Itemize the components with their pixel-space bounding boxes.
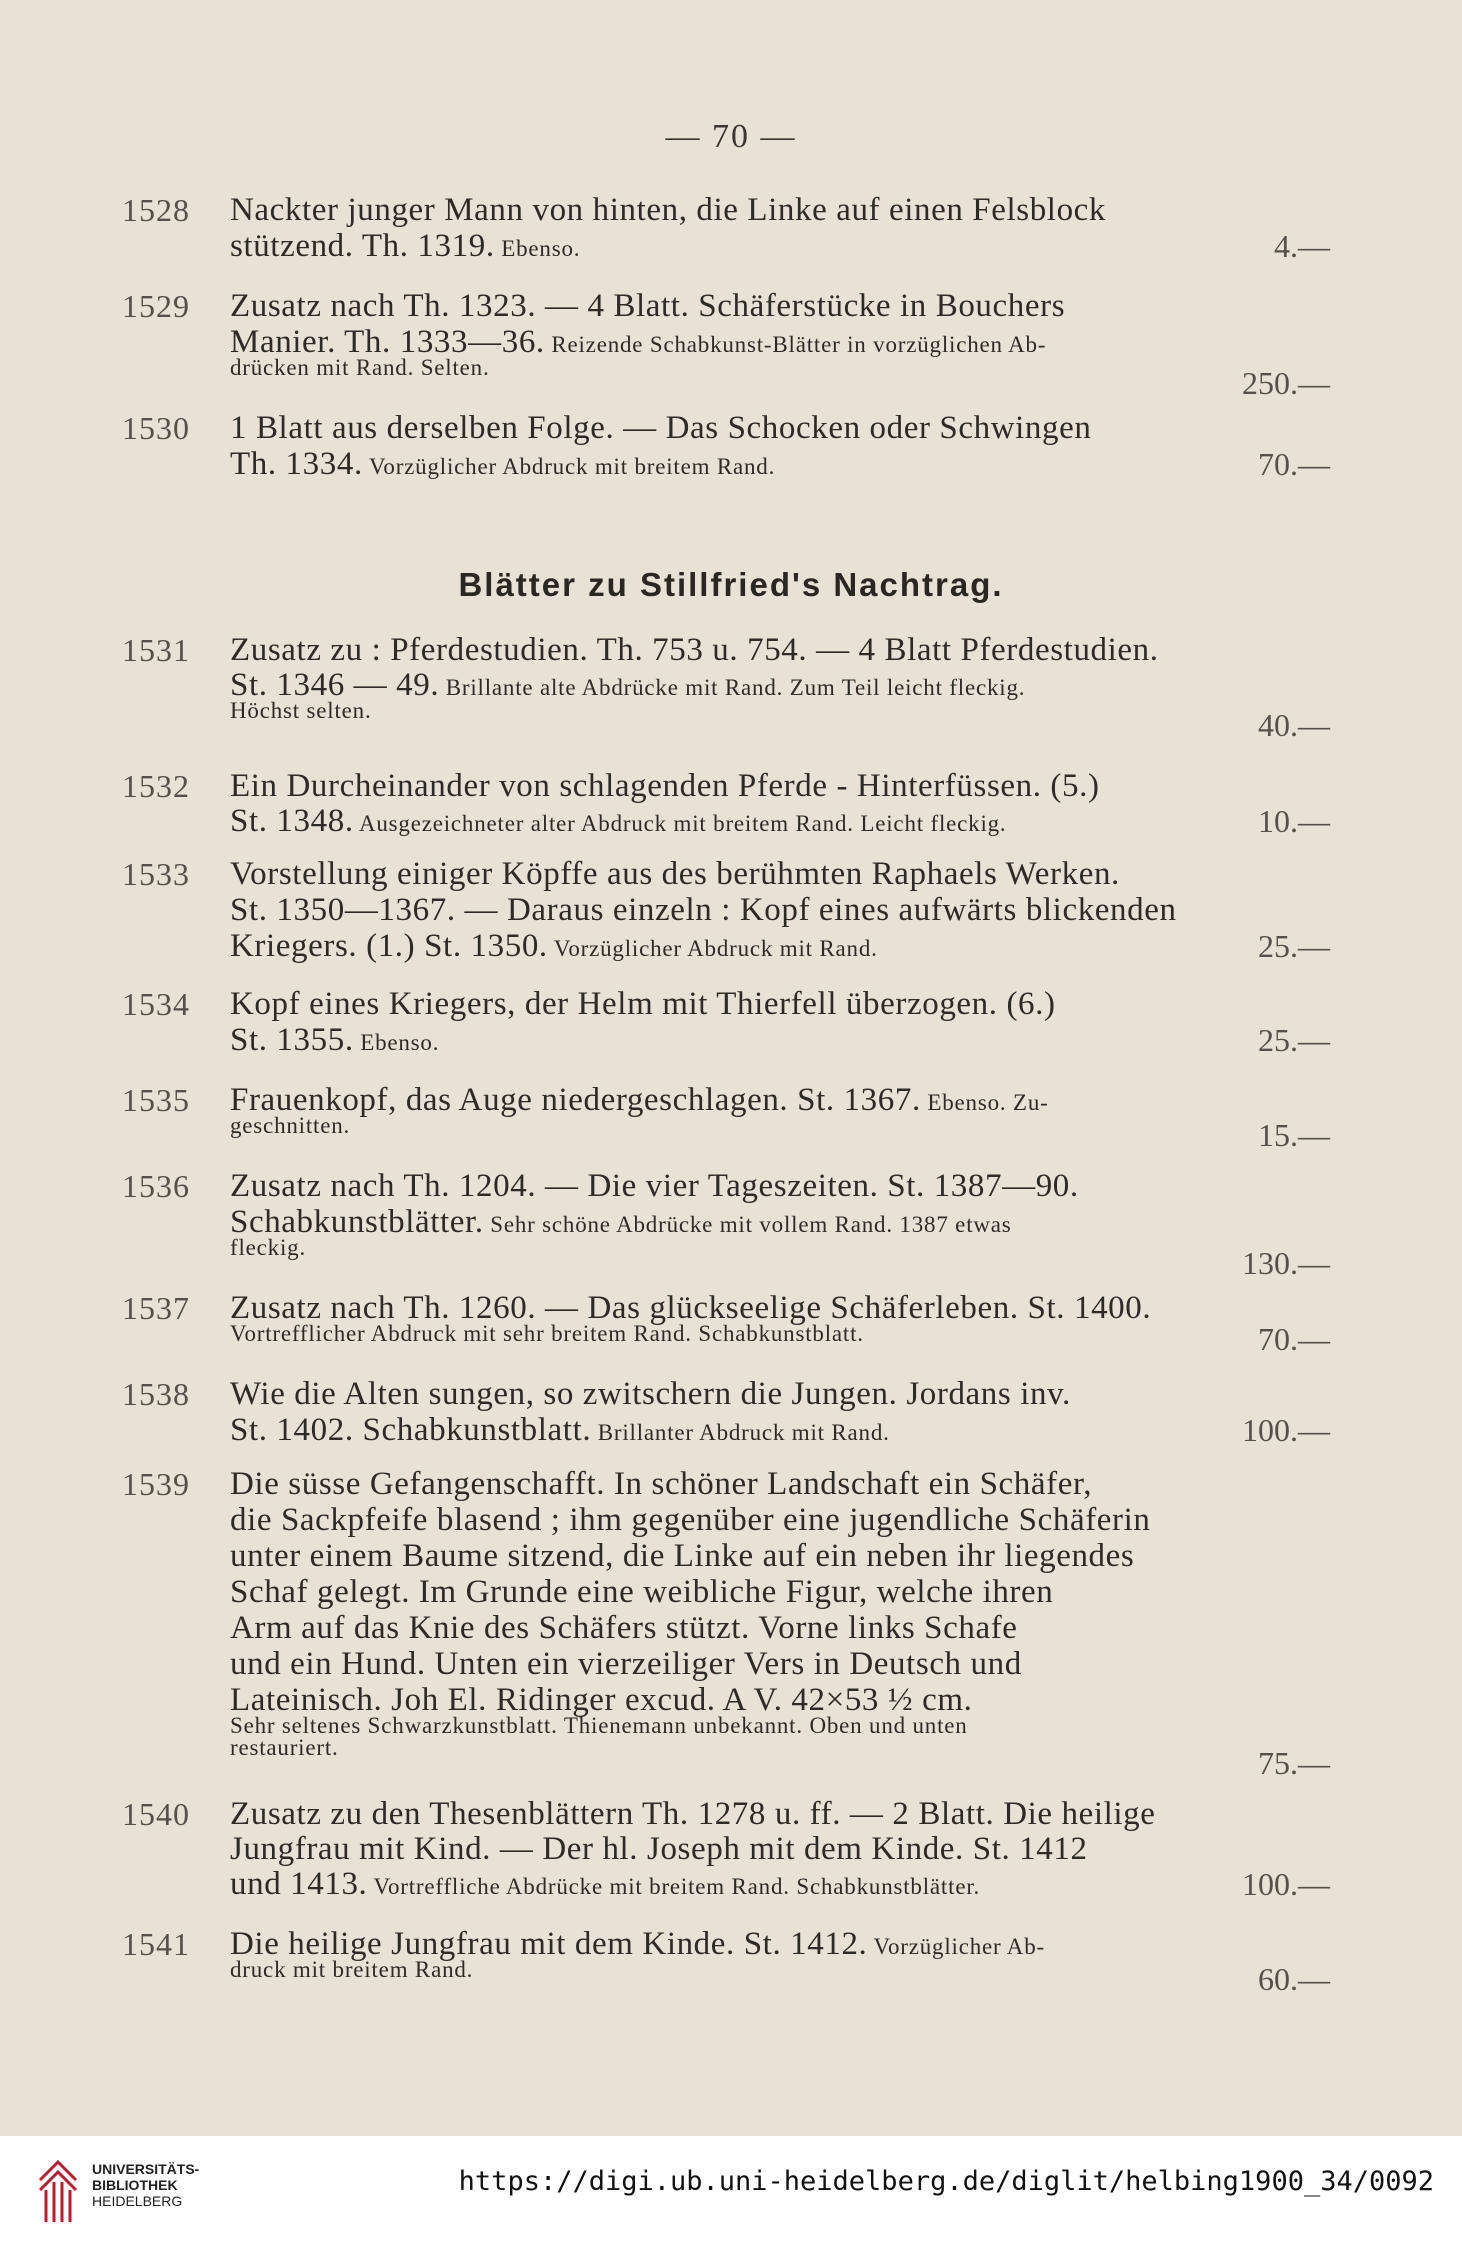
entry-note: Vorzüglicher Abdruck mit Rand. — [547, 936, 878, 961]
entry-text: stützend. Th. 1319. — [230, 228, 495, 264]
library-logo-text — [92, 2161, 199, 2209]
lot-number: 1539 — [122, 1466, 190, 1502]
lot-number: 1530 — [122, 410, 190, 446]
entry-text: Zusatz zu : Pferdestudien. Th. 753 u. 754. — 4 Blatt Pferdestudien. — [230, 632, 1159, 668]
entry-line — [230, 1866, 1200, 1905]
entry-line — [230, 1376, 1200, 1412]
entry-note: druck mit breitem Rand. — [230, 1957, 474, 1982]
entry-text: Schaf gelegt. Im Grunde eine weibliche Figur, welche ihren — [230, 1574, 1054, 1610]
entry-text: und ein Hund. Unten ein vierzeiliger Vers in Deutsch und — [230, 1646, 1022, 1682]
lot-number: 1529 — [122, 288, 190, 324]
lot-number: 1537 — [122, 1290, 190, 1326]
entry-line — [230, 768, 1200, 804]
entry-note: Reizende Schabkunst-Blätter in vorzüglichen Ab- — [544, 332, 1047, 357]
entry-note: Vortrefflicher Abdruck mit sehr breitem Rand. Schabkunstblatt. — [230, 1321, 864, 1346]
entry-text: St. 1348. — [230, 803, 354, 839]
lot-price: 75.— — [1258, 1745, 1330, 1781]
entry-note: Vorzüglicher Ab- — [867, 1934, 1045, 1959]
entry-text: Manier. Th. 1333—36. — [230, 324, 545, 360]
entry-text: Schabkunstblätter. — [230, 1204, 484, 1240]
entry-line — [230, 1227, 1200, 1266]
entry-line — [230, 1796, 1200, 1832]
entry-line — [230, 1831, 1200, 1867]
entry-text: St. 1402. Schabkunstblatt. — [230, 1412, 592, 1448]
section-title: Blätter zu Stillfried's Nachtrag. — [458, 566, 1004, 603]
entry-text: Die süsse Gefangenschafft. In schöner Landschaft ein Schäfer, — [230, 1466, 1093, 1502]
logo-line-3: HEIDELBERG — [92, 2193, 183, 2209]
entry-text: die Sackpfeife blasend ; ihm gegenüber eine jugendliche Schäferin — [230, 1502, 1151, 1538]
entry-text: Zusatz zu den Thesenblättern Th. 1278 u. ff. — 2 Blatt. Die heilige — [230, 1796, 1156, 1832]
entry-line — [230, 690, 1200, 729]
lot-price: 25.— — [1258, 1022, 1330, 1058]
entry-line — [230, 1949, 1200, 1988]
lot-price: 25.— — [1258, 928, 1330, 964]
lot-number: 1531 — [122, 632, 190, 668]
lot-price: 70.— — [1258, 446, 1330, 482]
entry-line — [230, 1538, 1200, 1574]
entry-line — [230, 1727, 1200, 1766]
entry-note: Ebenso. Zu- — [920, 1090, 1049, 1115]
lot-price: 70.— — [1258, 1321, 1330, 1357]
entry-line — [230, 410, 1200, 446]
logo-line-1: UNIVERSITÄTS- — [92, 2161, 200, 2177]
entry-line — [230, 632, 1200, 668]
entry-note: Höchst selten. — [230, 698, 372, 723]
lot-number: 1536 — [122, 1168, 190, 1204]
entry-note: Vortreffliche Abdrücke mit breitem Rand. Schabkunstblätter. — [367, 1874, 981, 1899]
entry-text: und 1413. — [230, 1866, 368, 1902]
footer-bar — [0, 2136, 1462, 2241]
entry-line — [230, 803, 1200, 842]
entry-text: Lateinisch. Joh El. Ridinger excud. A V. 42×53 ½ cm. — [230, 1682, 973, 1718]
lot-number: 1532 — [122, 768, 190, 804]
lot-number: 1528 — [122, 192, 190, 228]
lot-number: 1533 — [122, 856, 190, 892]
entry-text: Arm auf das Knie des Schäfers stützt. Vorne links Schafe — [230, 1610, 1018, 1646]
logo-line-2: BIBLIOTHEK — [92, 2177, 178, 2193]
lot-price: 40.— — [1258, 707, 1330, 743]
entry-line — [230, 892, 1200, 928]
lot-price: 130.— — [1242, 1245, 1330, 1281]
entry-note: Sehr seltenes Schwarzkunstblatt. Thienemann unbekannt. Oben und unten — [230, 1713, 968, 1738]
entry-line — [230, 1574, 1200, 1610]
entry-line — [230, 856, 1200, 892]
entry-line — [230, 1105, 1200, 1144]
entry-line — [230, 228, 1200, 267]
lot-price: 15.— — [1258, 1117, 1330, 1153]
entry-line — [230, 986, 1200, 1022]
entry-text: St. 1346 — 49. — [230, 667, 440, 703]
lot-number: 1540 — [122, 1796, 190, 1832]
entry-text: Wie die Alten sungen, so zwitschern die Jungen. Jordans inv. — [230, 1376, 1071, 1412]
entry-line — [230, 1022, 1200, 1061]
entry-text: Th. 1334. — [230, 446, 363, 482]
entry-text: Vorstellung einiger Köpffe aus des berühmten Raphaels Werken. — [230, 856, 1120, 892]
entry-text: Ein Durcheinander von schlagenden Pferde - Hinterfüssen. (5.) — [230, 768, 1100, 804]
library-logo-icon — [36, 2150, 82, 2226]
entry-note: Sehr schöne Abdrücke mit vollem Rand. 1387 etwas — [483, 1212, 1012, 1237]
entry-text: St. 1355. — [230, 1022, 354, 1058]
entry-text: Frauenkopf, das Auge niedergeschlagen. St. 1367. — [230, 1082, 921, 1118]
lot-number: 1541 — [122, 1926, 190, 1962]
entry-note: Brillante alte Abdrücke mit Rand. Zum Teil leicht fleckig. — [439, 675, 1026, 700]
entry-note: Ausgezeichneter alter Abdruck mit breitem Rand. Leicht fleckig. — [353, 811, 1007, 836]
entry-text: St. 1350—1367. — Daraus einzeln : Kopf eines aufwärts blickenden — [230, 892, 1177, 928]
source-url-link[interactable]: https://digi.ub.uni-heidelberg.de/diglit/helbing1900_34/0092 — [458, 2166, 1434, 2197]
entry-text: Kopf eines Kriegers, der Helm mit Thierfell überzogen. (6.) — [230, 986, 1056, 1022]
entry-text: 1 Blatt aus derselben Folge. — Das Schocken oder Schwingen — [230, 410, 1092, 446]
entry-line — [230, 1646, 1200, 1682]
entry-text: Zusatz nach Th. 1260. — Das glückseelige Schäferleben. St. 1400. — [230, 1290, 1152, 1326]
entry-line — [230, 1412, 1200, 1451]
entry-note: geschnitten. — [230, 1113, 351, 1138]
entry-line — [230, 928, 1200, 967]
entry-line — [230, 1168, 1200, 1204]
lot-number: 1538 — [122, 1376, 190, 1412]
entry-line — [230, 1610, 1200, 1646]
entry-line — [230, 288, 1200, 324]
entry-note: drücken mit Rand. Selten. — [230, 355, 490, 380]
lot-price: 250.— — [1242, 365, 1330, 401]
entry-line — [230, 1466, 1200, 1502]
entry-line — [230, 192, 1200, 228]
lot-number: 1534 — [122, 986, 190, 1022]
page-number: — 70 — — [665, 118, 797, 155]
entry-note: Ebenso. — [353, 1030, 440, 1055]
entry-text: Kriegers. (1.) St. 1350. — [230, 928, 548, 964]
entry-text: Nackter junger Mann von hinten, die Linke auf einen Felsblock — [230, 192, 1107, 228]
lot-price: 100.— — [1242, 1866, 1330, 1902]
lot-price: 100.— — [1242, 1412, 1330, 1448]
entry-line — [230, 446, 1200, 485]
entry-note: restauriert. — [230, 1735, 339, 1760]
entry-note: fleckig. — [230, 1235, 307, 1260]
lot-price: 10.— — [1258, 803, 1330, 839]
entry-note: Ebenso. — [494, 236, 581, 261]
entry-text: Zusatz nach Th. 1204. — Die vier Tageszeiten. St. 1387—90. — [230, 1168, 1079, 1204]
entry-text: Die heilige Jungfrau mit dem Kinde. St. 1412. — [230, 1926, 868, 1962]
lot-price: 60.— — [1258, 1961, 1330, 1997]
lot-number: 1535 — [122, 1082, 190, 1118]
entry-text: Jungfrau mit Kind. — Der hl. Joseph mit dem Kinde. St. 1412 — [230, 1831, 1088, 1867]
entry-line — [230, 1502, 1200, 1538]
entry-text: Zusatz nach Th. 1323. — 4 Blatt. Schäferstücke in Bouchers — [230, 288, 1066, 324]
entry-text: unter einem Baume sitzend, die Linke auf ein neben ihr liegendes — [230, 1538, 1135, 1574]
entry-note: Vorzüglicher Abdruck mit breitem Rand. — [362, 454, 776, 479]
entry-line — [230, 347, 1200, 386]
lot-price: 4.— — [1274, 228, 1330, 264]
entry-line — [230, 1313, 1200, 1352]
entry-note: Brillanter Abdruck mit Rand. — [591, 1420, 890, 1445]
